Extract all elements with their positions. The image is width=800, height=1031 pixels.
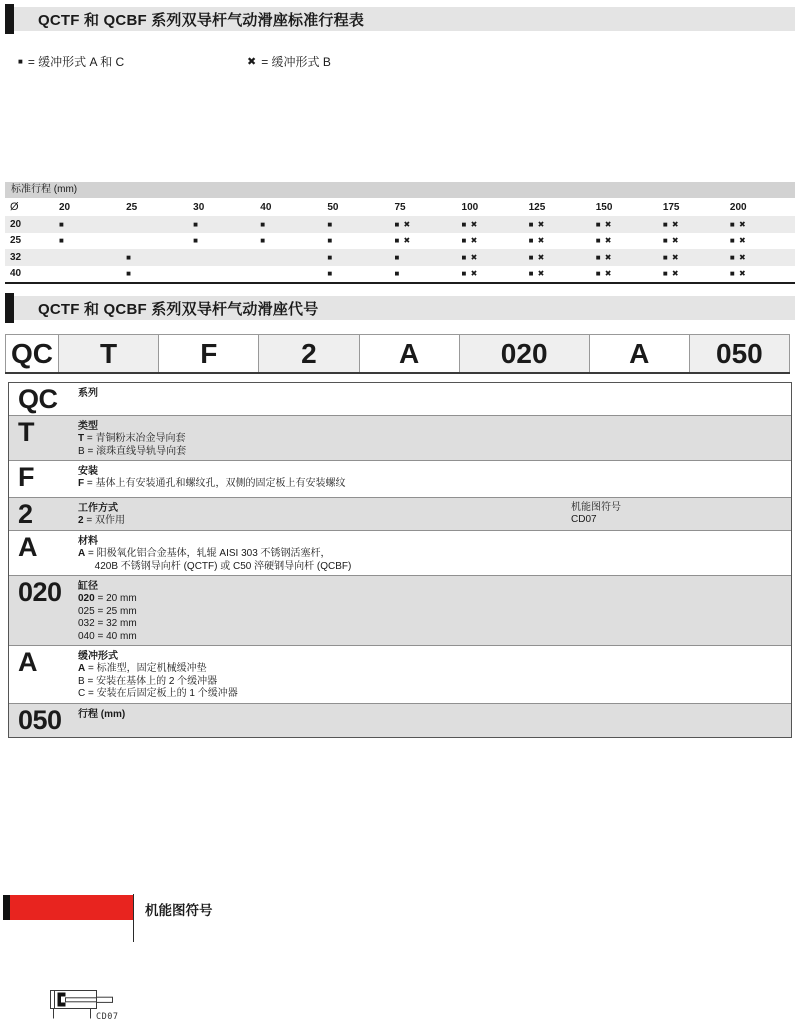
availability-mark: ■ ✖ (595, 269, 613, 279)
code-table-row (9, 383, 791, 415)
availability-mark: ■ ✖ (461, 219, 479, 229)
code-description (78, 649, 791, 701)
code-option-line (78, 618, 791, 631)
code-option-lines (78, 515, 791, 528)
code-value: F (18, 462, 34, 492)
code-table-row (9, 645, 791, 703)
availability-mark: ■ ✖ (528, 219, 546, 229)
availability-mark: ■ (327, 269, 334, 279)
divider-line (133, 894, 134, 942)
stroke-table-row (5, 216, 795, 233)
availability-mark: ■ ✖ (729, 236, 747, 246)
code-table-row (9, 575, 791, 645)
availability-mark: ■ ✖ (394, 219, 412, 229)
code-option-lines (78, 593, 791, 643)
legend-cushion-ac (18, 53, 124, 70)
code-option-lines (78, 433, 791, 458)
stroke-column-header: 125 (528, 201, 546, 213)
stroke-table-body (5, 216, 795, 282)
option-text: = 滚珠直线导轨导向套 (84, 445, 187, 457)
code-title: 行程 (mm) (78, 708, 126, 720)
code-description (78, 501, 791, 528)
stroke-column-header: 150 (595, 201, 613, 213)
availability-mark: ■ (327, 252, 334, 262)
section-header-order-code (5, 296, 795, 320)
code-value: A (18, 532, 37, 562)
code-option-lines (78, 663, 791, 701)
code-title: 安装 (78, 466, 98, 477)
code-description (78, 579, 791, 643)
option-key: A (78, 548, 86, 559)
option-text: = 25 mm (94, 605, 137, 617)
option-text: = 基体上有安装通孔和螺纹孔，双侧的固定板上有安装螺纹 (84, 478, 346, 489)
order-code-row (5, 334, 790, 374)
code-description (78, 707, 791, 735)
option-key: B (78, 445, 85, 457)
stroke-table-band-title: 标准行程 (mm) (5, 182, 795, 198)
stroke-column-header: 30 (193, 201, 205, 213)
code-option-line (78, 433, 791, 446)
code-option-line (78, 631, 791, 644)
option-text: = 标准型，固定机械缓冲垫 (85, 663, 207, 674)
code-value: A (18, 647, 37, 677)
stroke-column-header: 175 (662, 201, 680, 213)
stroke-table-header-row (5, 198, 795, 216)
availability-mark: ■ (126, 269, 132, 279)
availability-mark: ■ (327, 236, 334, 246)
piston-rod-outer (97, 997, 113, 1002)
code-description (78, 464, 791, 495)
option-key: T (78, 433, 85, 444)
order-code-cell: F (159, 334, 259, 372)
availability-mark: ■ ✖ (729, 219, 747, 229)
code-option-line (78, 446, 791, 459)
bore-label: 32 (10, 251, 22, 263)
availability-mark: ■ ✖ (528, 252, 546, 262)
stroke-column-header: 100 (461, 201, 479, 213)
availability-mark: ■ (59, 236, 65, 246)
black-chip (3, 895, 10, 920)
option-key: 2 (78, 515, 84, 526)
section-title: QCTF 和 QCBF 系列双导杆气动滑座代号 (38, 300, 319, 318)
availability-mark: ■ (193, 236, 200, 246)
code-value: QC (18, 384, 58, 414)
availability-mark: ■ (59, 219, 65, 229)
option-text: = 安装在后固定板上的 1 个缓冲器 (85, 688, 238, 699)
option-text: = 40 mm (94, 630, 137, 642)
stroke-column-header: 20 (59, 201, 71, 213)
code-title: 类型 (78, 421, 98, 432)
order-code-cell: A (590, 334, 690, 372)
option-key: 040 (78, 630, 95, 642)
bore-label: 20 (10, 218, 22, 230)
code-title: 缓冲形式 (78, 651, 118, 662)
availability-mark: ■ (327, 219, 334, 229)
standard-stroke-table (5, 182, 795, 284)
order-code-cell: 050 (690, 334, 790, 372)
legend-text: = 缓冲形式 A 和 C (27, 55, 125, 69)
option-text: = 32 mm (94, 618, 137, 629)
stroke-column-header: 50 (327, 201, 339, 213)
function-symbol-section (0, 894, 800, 944)
code-option-lines (78, 548, 791, 573)
bore-label: 40 (10, 268, 22, 280)
stroke-table-row (5, 233, 795, 250)
option-key: C (78, 688, 86, 699)
stroke-table-row (5, 266, 795, 283)
stroke-table-row (5, 249, 795, 266)
availability-mark: ■ ✖ (461, 252, 479, 262)
section-accent-bar (5, 4, 14, 34)
code-option-line (78, 478, 791, 491)
option-text: 420B 不锈钢导向杆 (QCTF) 或 C50 淬硬钢导向杆 (QCBF) (78, 560, 352, 572)
code-option-line (78, 663, 791, 676)
availability-mark: ■ ✖ (662, 252, 680, 262)
diameter-header: Ø (10, 201, 19, 213)
code-table-row (9, 460, 791, 497)
code-table-row (9, 703, 791, 737)
code-explanation-table (8, 382, 792, 738)
option-text: = 20 mm (94, 593, 137, 604)
option-text: = 安装在基体上的 2 个缓冲器 (84, 675, 218, 687)
option-key: F (78, 478, 85, 489)
option-key: A (78, 663, 86, 674)
code-title: 工作方式 (78, 503, 118, 514)
code-description (78, 386, 791, 413)
code-table-row (9, 415, 791, 460)
option-text: = 阳极氧化铝合金基体，轧辊 AISI 303 不锈钢活塞杆， (85, 548, 331, 559)
code-option-line (78, 561, 791, 574)
code-description (78, 419, 791, 458)
option-key: 020 (78, 593, 95, 604)
code-table-row (9, 530, 791, 575)
availability-mark: ■ ✖ (394, 236, 412, 246)
red-accent-bar (10, 895, 133, 920)
note-title: 机能图符号 (571, 502, 621, 513)
code-title: 材料 (78, 536, 98, 547)
code-option-line (78, 688, 791, 701)
section-title: QCTF 和 QCBF 系列双导杆气动滑座标准行程表 (38, 11, 365, 29)
code-option-line (78, 593, 791, 606)
order-code-cell: A (360, 334, 460, 372)
availability-mark: ■ ✖ (662, 236, 680, 246)
option-key: 032 (78, 618, 95, 629)
section-band (14, 7, 795, 31)
stroke-column-header: 75 (394, 201, 406, 213)
availability-mark: ■ ✖ (461, 236, 479, 246)
stroke-column-header: 25 (126, 201, 138, 213)
availability-mark: ■ (193, 219, 200, 229)
availability-mark: ■ (394, 269, 401, 279)
availability-mark: ■ ✖ (595, 236, 613, 246)
order-code-cell: QC (5, 334, 59, 372)
availability-mark: ■ ✖ (595, 252, 613, 262)
legend-cushion-b (247, 53, 331, 70)
legend-text: = 缓冲形式 B (261, 55, 331, 69)
function-symbol-heading: 机能图符号 (145, 903, 213, 918)
availability-mark: ■ (260, 219, 267, 229)
note-value: CD07 (571, 514, 597, 525)
availability-mark: ■ ✖ (729, 269, 747, 279)
code-option-line (78, 606, 791, 619)
code-value: 2 (18, 499, 33, 529)
stroke-column-header: 40 (260, 201, 272, 213)
code-title: 系列 (78, 388, 98, 399)
cd07-label: CD07 (96, 1012, 119, 1022)
code-table-row (9, 497, 791, 530)
option-text: = 双作用 (83, 515, 125, 526)
code-value: 020 (18, 577, 62, 607)
availability-mark: ■ (260, 236, 267, 246)
availability-mark: ■ (126, 252, 132, 262)
bore-label: 25 (10, 235, 22, 247)
availability-mark: ■ ✖ (729, 252, 747, 262)
option-text: = 青铜粉末冶金导向套 (84, 433, 186, 444)
order-code-cell: T (59, 334, 159, 372)
availability-mark: ■ (394, 252, 401, 262)
code-value: T (18, 417, 34, 447)
section-header-stroke-table (5, 7, 795, 31)
cd07-cylinder-symbol (40, 985, 135, 1027)
availability-mark: ■ ✖ (528, 269, 546, 279)
code-option-lines (78, 478, 791, 491)
availability-mark: ■ ✖ (595, 219, 613, 229)
section-accent-bar (5, 293, 14, 323)
code-option-line (78, 676, 791, 689)
cross-icon: ✖ (247, 55, 257, 68)
code-value: 050 (18, 704, 62, 735)
code-description (78, 534, 791, 573)
code-option-line (78, 515, 791, 528)
piston-rod-inner (66, 998, 97, 1002)
function-symbol-note (571, 502, 621, 526)
option-key: 025 (78, 605, 95, 617)
availability-mark: ■ ✖ (461, 269, 479, 279)
code-option-line (78, 548, 791, 561)
order-code-cell: 2 (259, 334, 359, 372)
availability-mark: ■ ✖ (662, 219, 680, 229)
code-title: 缸径 (78, 581, 98, 592)
stroke-column-header: 200 (729, 201, 747, 213)
section-band (14, 296, 795, 320)
availability-mark: ■ ✖ (528, 236, 546, 246)
availability-mark: ■ ✖ (662, 269, 680, 279)
order-code-cell: 020 (460, 334, 590, 372)
option-key: B (78, 675, 85, 687)
square-icon: ■ (18, 56, 23, 66)
